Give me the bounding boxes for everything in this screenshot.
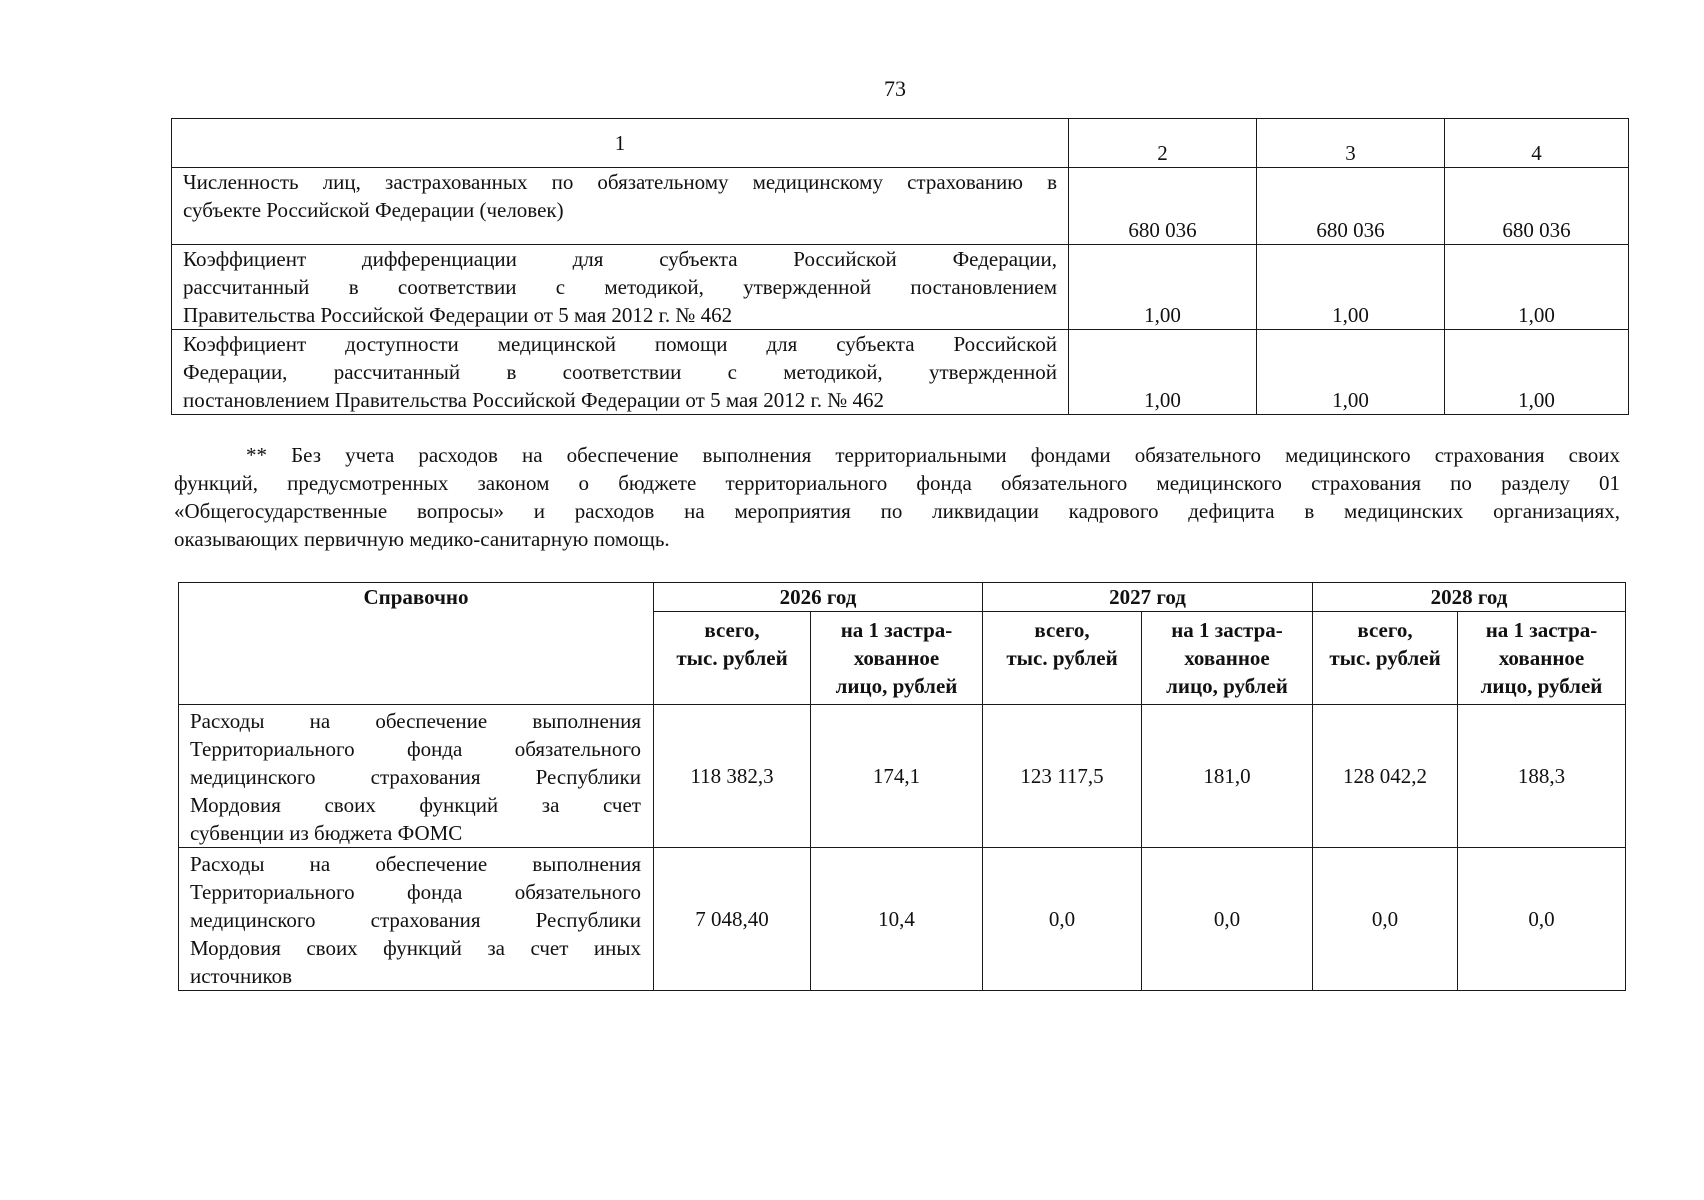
cell-value: 0,0: [983, 848, 1142, 991]
cell-value: 123 117,5: [983, 705, 1142, 848]
row-label: Расходы на обеспечение выполнения Территориального фонда обязательного медицинского страхования Республики Мордовия своих функций за счет субвенции из бюджета ФОМС: [179, 705, 654, 848]
year-header: 2026 год: [654, 583, 983, 612]
cell-value: 1,00: [1445, 245, 1629, 330]
column-number: 2: [1069, 119, 1257, 168]
cell-value: 118 382,3: [654, 705, 811, 848]
table-header-row: [172, 119, 1629, 168]
subheader-per-person: на 1 застра- хованное лицо, рублей: [811, 612, 983, 705]
footnote-line: функций, предусмотренных законом о бюджете территориального фонда обязательного медицинского страхования по разделу 01: [174, 471, 1620, 495]
column-number: 1: [172, 119, 1069, 168]
cell-value: 0,0: [1458, 848, 1626, 991]
row-label: Расходы на обеспечение выполнения Территориального фонда обязательного медицинского страхования Республики Мордовия своих функций за счет иных источников: [179, 848, 654, 991]
footnote-line: «Общегосударственные вопросы» и расходов на мероприятия по ликвидации кадрового дефицита в медицинских организациях,: [174, 499, 1620, 523]
footnote: [174, 441, 1620, 553]
year-header: 2028 год: [1313, 583, 1626, 612]
subheader-total: всего, тыс. рублей: [654, 612, 811, 705]
table-row: [172, 330, 1629, 415]
cell-value: 680 036: [1069, 168, 1257, 245]
cell-value: 0,0: [1313, 848, 1458, 991]
row-description: Численность лиц, застрахованных по обязательному медицинскому страхованию в субъекте Российской Федерации (человек): [172, 168, 1069, 245]
table-reference-expenses: [178, 582, 1626, 991]
cell-value: 1,00: [1069, 330, 1257, 415]
cell-value: 680 036: [1257, 168, 1445, 245]
cell-value: 188,3: [1458, 705, 1626, 848]
row-description: Коэффициент доступности медицинской помощи для субъекта Российской Федерации, рассчитанный в соответствии с методикой, утвержденной постановлением Правительства Российской Федерации от 5 мая 2012 г. № 462: [172, 330, 1069, 415]
subheader-per-person: на 1 застра- хованное лицо, рублей: [1458, 612, 1626, 705]
page-number: 73: [884, 76, 906, 101]
year-header: 2027 год: [983, 583, 1313, 612]
cell-value: 1,00: [1445, 330, 1629, 415]
subheader-total: всего, тыс. рублей: [983, 612, 1142, 705]
column-number: 4: [1445, 119, 1629, 168]
table-header-row: [179, 583, 1626, 612]
table-row: [172, 168, 1629, 245]
corner-header: Справочно: [179, 583, 654, 705]
cell-value: 680 036: [1445, 168, 1629, 245]
cell-value: 10,4: [811, 848, 983, 991]
column-number: 3: [1257, 119, 1445, 168]
footnote-line: оказывающих первичную медико-санитарную помощь.: [174, 527, 670, 551]
cell-value: 128 042,2: [1313, 705, 1458, 848]
footnote-line: ** Без учета расходов на обеспечение выполнения территориальными фондами обязательного медицинского страхования своих: [246, 443, 1620, 467]
subheader-total: всего, тыс. рублей: [1313, 612, 1458, 705]
cell-value: 0,0: [1142, 848, 1313, 991]
table-row: [179, 705, 1626, 848]
table-row: [172, 245, 1629, 330]
cell-value: 174,1: [811, 705, 983, 848]
table-coefficients: [171, 118, 1629, 415]
subheader-per-person: на 1 застра- хованное лицо, рублей: [1142, 612, 1313, 705]
cell-value: 1,00: [1257, 330, 1445, 415]
table-row: [179, 848, 1626, 991]
row-description: Коэффициент дифференциации для субъекта Российской Федерации, рассчитанный в соответствии с методикой, утвержденной постановлением Правительства Российской Федерации от 5 мая 2012 г. № 462: [172, 245, 1069, 330]
cell-value: 7 048,40: [654, 848, 811, 991]
cell-value: 1,00: [1257, 245, 1445, 330]
cell-value: 181,0: [1142, 705, 1313, 848]
cell-value: 1,00: [1069, 245, 1257, 330]
